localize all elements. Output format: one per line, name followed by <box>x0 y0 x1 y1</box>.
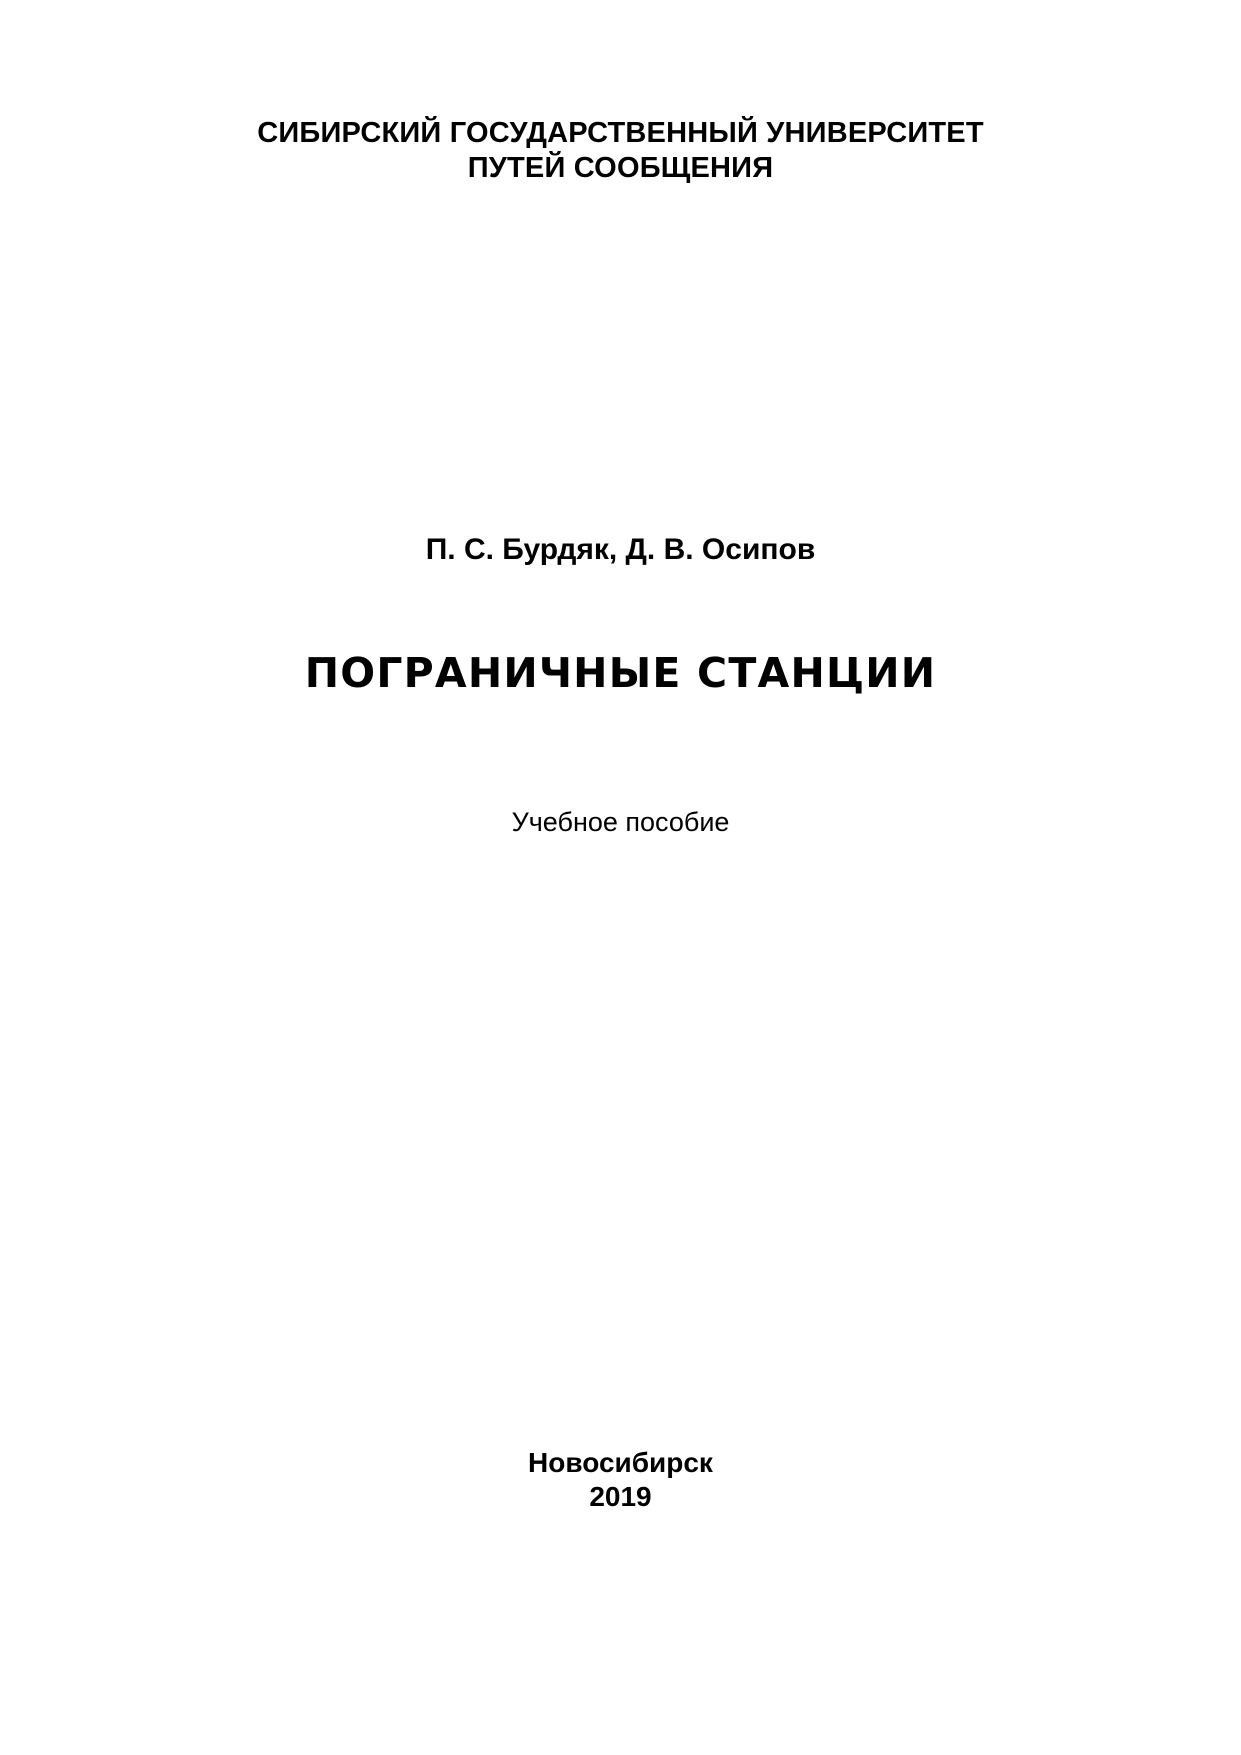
imprint-city: Новосибирск <box>528 1447 713 1478</box>
imprint-year: 2019 <box>589 1481 652 1512</box>
institution-name <box>0 116 1241 186</box>
imprint <box>0 1446 1241 1514</box>
institution-line-2: ПУТЕЙ СООБЩЕНИЯ <box>467 152 774 184</box>
book-title: ПОГРАНИЧНЫЕ СТАНЦИИ <box>304 649 937 697</box>
institution-line-1: СИБИРСКИЙ ГОСУДАРСТВЕННЫЙ УНИВЕРСИТЕТ <box>257 117 984 149</box>
authors: П. С. Бурдяк, Д. В. Осипов <box>425 533 816 566</box>
book-subtitle: Учебное пособие <box>511 807 730 837</box>
